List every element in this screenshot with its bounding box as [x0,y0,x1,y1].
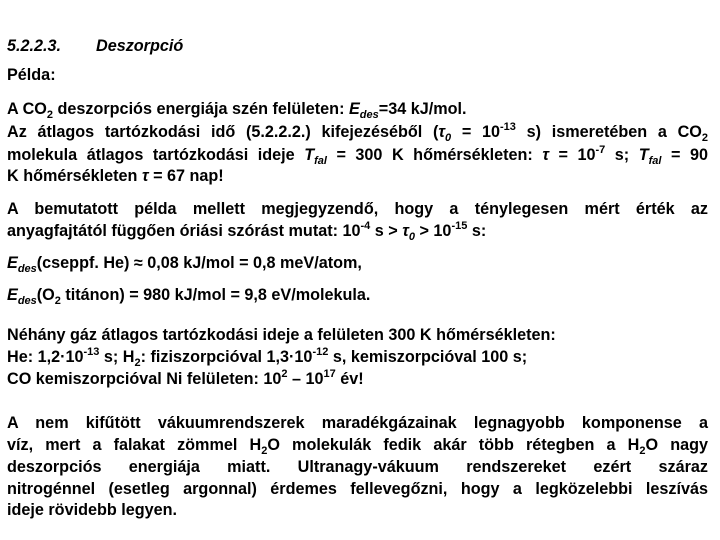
section-heading [7,36,184,56]
p1-line-4: K hőmérsékleten τ = 67 nap! [7,167,224,185]
p1-line-2: Az átlagos tartózkodási idő (5.2.2.2.) kifejezéséből ($\tau_0 = 10^{-13}$ s) ismeretében a $CO_2$ [7,121,708,144]
p6-line-3: deszorpciós energiája miatt. Ultranagy-vákuum rendszereket ezért száraz [7,458,708,476]
p6-line-4: nitrogénnel (esetleg argonnal) érdemes fellevegőzni, hogy a legközelebbi leszívás [7,480,708,498]
p2-line-2: anyagfajtától függően óriási szórást mutat: $10^{-4}$ $s > \tau_0 > 10^{-15}$ s: [7,220,487,243]
p6-line-2: víz, mert a falakat zömmel $H_2O$ molekulák fedik akár több rétegben a $H_2O$ nagy [7,436,708,457]
section-number: 5.2.2.3. [7,37,62,55]
p6-line-5: ideje rövidebb legyen. [7,501,178,519]
p6-line-1: A nem kifűtött vákuumrendszerek maradékgázainak legnagyobb komponense a [7,414,708,432]
p5-line-2: He: $1,2\cdot 10^{-13}$ s; $H_2$: fiziszorpcióval $1,3\cdot 10^{-12}$ s, kemiszorpcióval 100 s; [7,346,528,369]
section-title: Deszorpció [96,37,184,55]
p5-line-1: Néhány gáz átlagos tartózkodási ideje a felületen 300 K hőmérsékleten: [7,326,556,344]
p2-line-1: A bemutatott példa mellett megjegyzendő, hogy a ténylegesen mért érték az [7,200,708,218]
example-label: Példa: [7,66,56,84]
p3-line: $E_{des}(cseppf$. He) ≈ 0,08 kJ/mol = 0,8 meV/atom, [7,254,362,275]
p4-line: $E_{des}(O_2$ titánon) = 980 kJ/mol = 9,8 eV/molekula. [7,286,371,307]
p5-line-3: CO kemiszorpcióval Ni felületen: $10^2 - 10^{17}$ év! [7,368,364,388]
p1-line-3: molekula átlagos tartózkodási ideje $T_{fal} = 300$ K hőmérsékleten: $\tau = 10^{-7}$ s; $T_{fal} = 90$ [7,144,708,167]
p1-line-1: A $CO_2$ deszorpciós energiája szén felületen: $E_{des}=34$ kJ/mol. [7,100,467,121]
